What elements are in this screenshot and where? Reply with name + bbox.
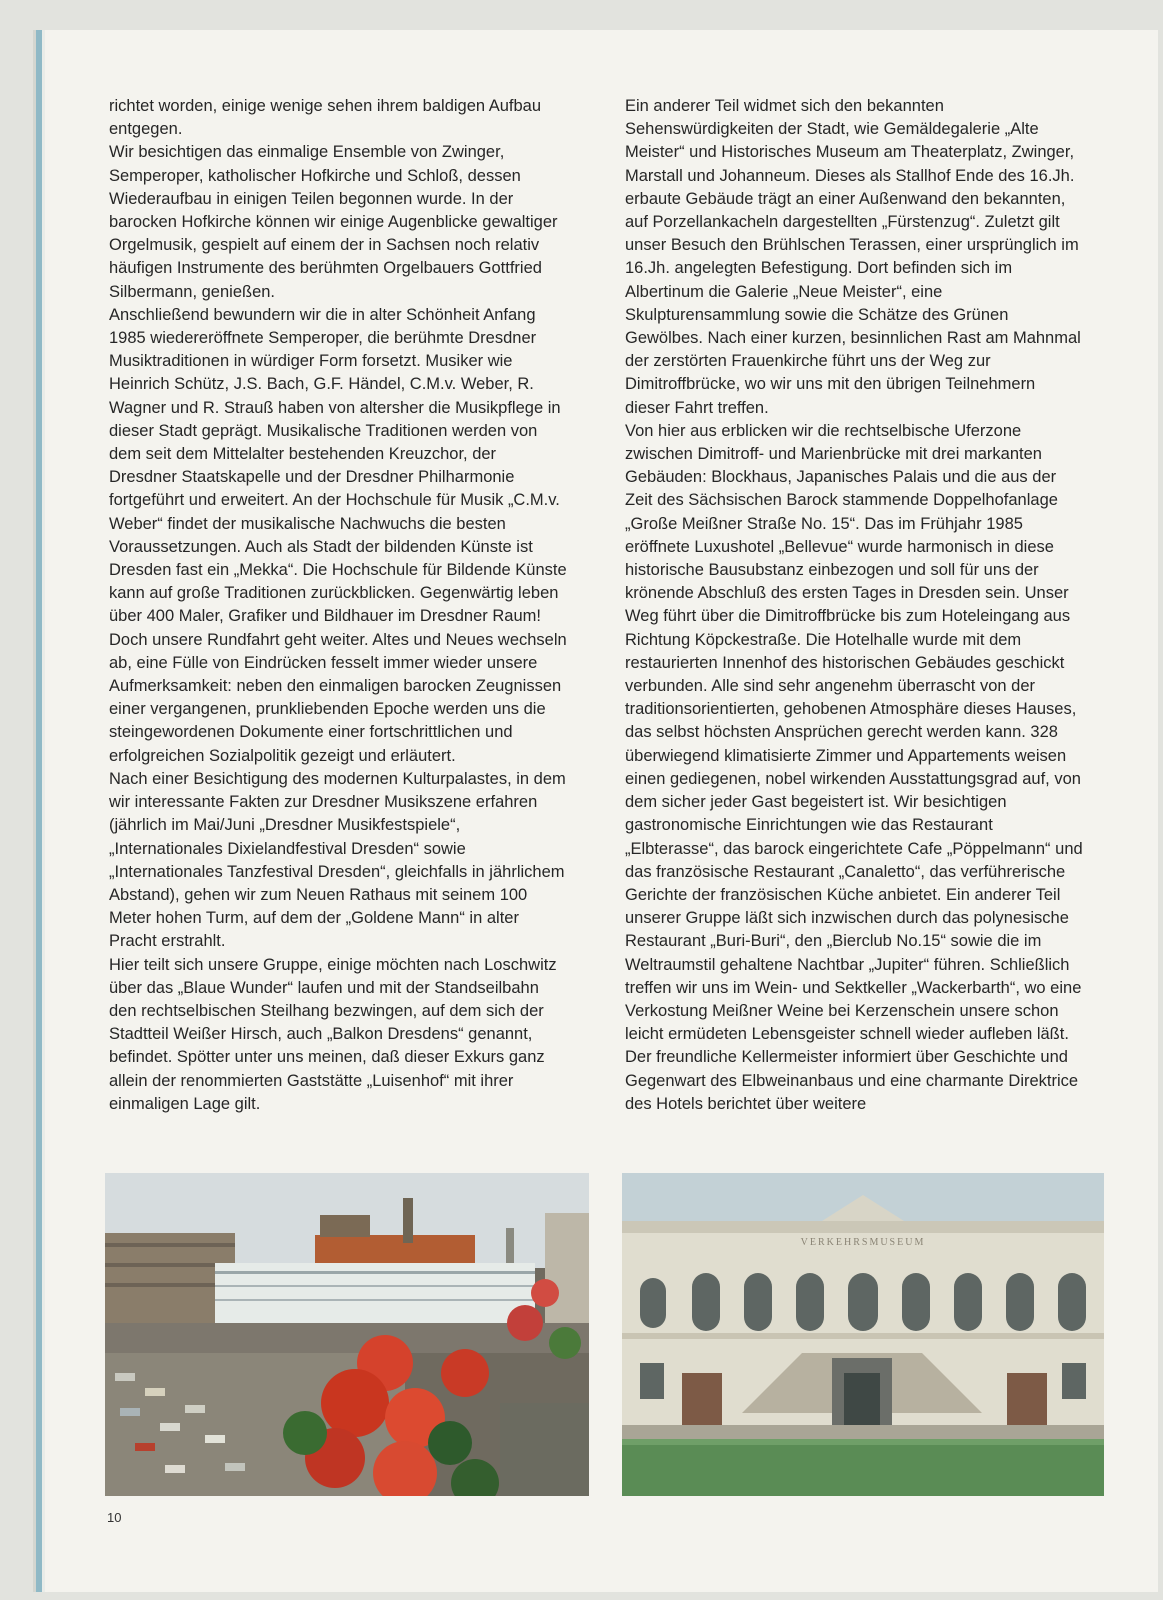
museum-sign-text: VERKEHRSMUSEUM: [800, 1237, 926, 1248]
document-page: [33, 30, 1158, 1592]
page-number: 10: [107, 1510, 122, 1525]
text-column-left: [109, 95, 567, 1116]
photo-kulturpalast: [105, 1173, 589, 1496]
paragraph: richtet worden, einige wenige sehen ihrem baldigen Aufbau entgegen.: [109, 97, 542, 139]
paragraph: Von hier aus erblicken wir die rechtselbische Uferzone zwischen Dimitroff- und Marienbrücke mit drei markanten Gebäuden: Blockhaus, Japanisches Palais und die aus der Zeit des Sächsischen Barock stammende Doppelhofanlage „Große Meißner Straße No. 15“. Das im Frühjahr 1985 eröffnete Luxushotel „Bellevue“ wurde harmonisch in diese historische Bausubstanz einbezogen und soll für uns der krönende Abschluß des ersten Tages in Dresden sein. Unser Weg führt über die Dimitroffbrücke bis zum Hoteleingang aus Richtung Köpckestraße. Die Hotelhalle wurde mit dem restaurierten Innenhof des historischen Gebäudes geschickt verbunden. Alle sind sehr angenehm überrascht von der traditionsorientierten, gehobenen Atmosphäre dieses Hauses, das selbst höchsten Ansprüchen gerecht werden kann. 328 überwiegend klimatisierte Zimmer und Appartements weisen einen gediegenen, nobel wirkenden Ausstattungsgrad auf, von dem sicher jeder Gast begeistert ist. Wir besichtigen gastronomische Einrichtungen wie das Restaurant „Elbterasse“, das barock eingerichtete Cafe „Pöppelmann“ und das französische Restaurant „Canaletto“, das verführerische Gerichte der französischen Küche anbietet. Ein anderer Teil unserer Gruppe läßt sich inzwischen durch das polynesische Restaurant „Buri-Buri“, den „Bierclub No.15“ sowie die im Weltraumstil gehaltene Nachtbar „Jupiter“ führen. Schließlich treffen wir uns im Wein- und Sektkeller „Wackerbarth“, wo eine Verkostung Meißner Weine bei Kerzenschein unsere schon leicht ermüdeten Lebensgeister schnell wieder aufleben läßt. Der freundliche Kellermeister informiert über Geschichte und Gegenwart des Elbweinanbaus und eine charmante Direktrice des Hotels berichtet über weitere: [625, 421, 1083, 1113]
paragraph: Nach einer Besichtigung des modernen Kulturpalastes, in dem wir interessante Fakten zur Dresdner Musikszene erfahren (jährlich im Mai/Juni „Dresdner Musikfestspiele“, „Internationales Dixielandfestival Dresden“ sowie „Internationales Tanzfestival Dresden“, gleichfalls in jährlichem Abstand), gehen wir zum Neuen Rathaus mit seinem 100 Meter hohen Turm, auf dem der „Goldene Mann“ in alter Pracht erstrahlt.: [109, 769, 566, 951]
photo-verkehrsmuseum: [622, 1173, 1104, 1496]
paragraph: Ein anderer Teil widmet sich den bekannten Sehenswürdigkeiten der Stadt, wie Gemäldegalerie „Alte Meister“ und Historisches Museum am Theaterplatz, Zwinger, Marstall und Johanneum. Dieses als Stallhof Ende des 16.Jh. erbaute Gebäude trägt an einer Außenwand den bekannten, auf Porzellankacheln dargestellten „Fürstenzug“. Zuletzt gilt unser Besuch den Brühlschen Terassen, einer ursprünglich im 16.Jh. angelegten Befestigung. Dort befinden sich im Albertinum die Galerie „Neue Meister“, eine Skulpturensammlung sowie die Schätze des Grünen Gewölbes. Nach einer kurzen, besinnlichen Rast am Mahnmal der zerstörten Frauenkirche führt uns der Weg zur Dimitroffbrücke, wo wir uns mit den übrigen Teilnehmern dieser Fahrt treffen.: [625, 97, 1081, 417]
paragraph: Wir besichtigen das einmalige Ensemble von Zwinger, Semperoper, katholischer Hofkirche und Schloß, dessen Wiederaufbau in einigen Teilen begonnen wurde. In der barocken Hofkirche können wir einige Augenblicke gewaltiger Orgelmusik, gespielt auf einem der in Sachsen noch relativ häufigen Instrumente des berühmten Orgelbauers Gottfried Silbermann, genießen.: [109, 143, 558, 301]
paragraph: Doch unsere Rundfahrt geht weiter. Altes und Neues wechseln ab, eine Fülle von Eindrücken fesselt immer wieder unsere Aufmerksamkeit: neben den einmaligen barocken Zeugnissen einer vergangenen, prunkliebenden Epoche werden uns die steingewordenen Dokumente einer fortschrittlichen und erfolgreichen Sozialpolitik gezeigt und erläutert.: [109, 630, 567, 765]
text-column-right: [625, 95, 1083, 1116]
paragraph: Hier teilt sich unsere Gruppe, einige möchten nach Loschwitz über das „Blaue Wunder“ laufen und mit der Standseilbahn den rechtselbischen Steilhang bezwingen, auf dem sich der Stadtteil Weißer Hirsch, auch „Balkon Dresdens“ genannt, befindet. Spötter unter uns meinen, daß dieser Exkurs ganz allein der renommierten Gaststätte „Luisenhof“ mit ihrer einmaligen Lage gilt.: [109, 955, 557, 1113]
paragraph: Anschließend bewundern wir die in alter Schönheit Anfang 1985 wiedereröffnete Semperoper, die berühmte Dresdner Musiktraditionen in würdiger Form forsetzt. Musiker wie Heinrich Schütz, J.S. Bach, G.F. Händel, C.M.v. Weber, R. Wagner und R. Strauß haben von altersher die Musikpflege in dieser Stadt geprägt. Musikalische Traditionen werden von dem seit dem Mittelalter bestehenden Kreuzchor, der Dresdner Staatskapelle und der Dresdner Philharmonie fortgeführt und erweitert. An der Hochschule für Musik „C.M.v. Weber“ findet der musikalische Nachwuchs die besten Voraussetzungen. Auch als Stadt der bildenden Künste ist Dresden fast ein „Mekka“. Die Hochschule für Bildende Künste kann auf große Traditionen zurückblicken. Gegenwärtig leben über 400 Maler, Grafiker und Bildhauer im Dresdner Raum!: [109, 305, 567, 626]
